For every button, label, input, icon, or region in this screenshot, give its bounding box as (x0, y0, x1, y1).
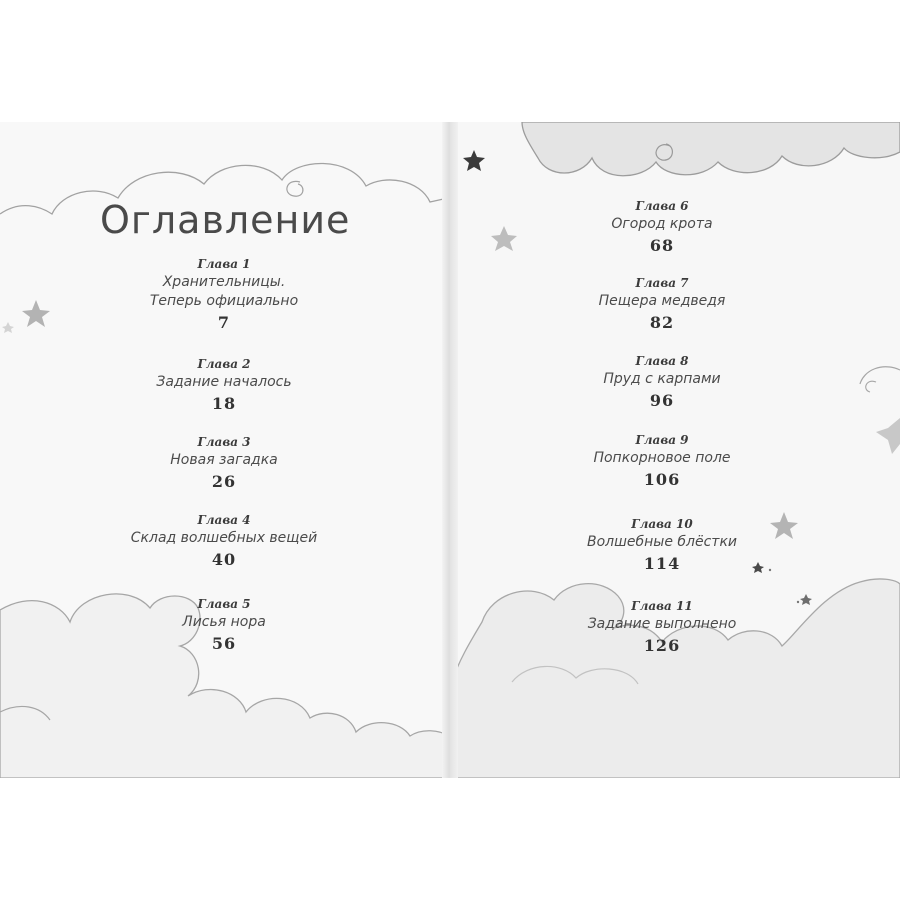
right-page (452, 122, 900, 778)
toc-entry-10 (512, 516, 812, 574)
star-icon (22, 300, 50, 327)
top-cloud-icon (522, 122, 900, 176)
chapter-label: Глава 1 (197, 257, 251, 271)
chapter-title: Лисья нора (182, 614, 266, 630)
toc-entry-7 (512, 275, 812, 333)
toc-entry-4 (74, 512, 374, 570)
chapter-page-number: 96 (649, 391, 675, 410)
chapter-page-number: 106 (643, 470, 681, 489)
chapter-label: Глава 10 (631, 517, 693, 531)
toc-entry-6 (512, 198, 812, 256)
star-icon (463, 150, 485, 171)
book-gutter (442, 122, 458, 778)
chapter-title: Огород крота (611, 216, 713, 232)
toc-entry-11 (512, 598, 812, 656)
chapter-page-number: 114 (643, 554, 681, 573)
chapter-title: Попкорновое поле (593, 450, 731, 466)
chapter-title: Хранительницы. Теперь официально (149, 274, 299, 309)
chapter-title: Новая загадка (170, 452, 278, 468)
chapter-label: Глава 3 (197, 435, 251, 449)
chapter-page-number: 126 (643, 636, 681, 655)
chapter-page-number: 68 (649, 236, 675, 255)
chapter-label: Глава 5 (197, 597, 251, 611)
chapter-page-number: 56 (211, 634, 237, 653)
chapter-page-number: 26 (211, 472, 237, 491)
toc-entry-2 (74, 356, 374, 414)
star-icon-large (876, 418, 900, 454)
chapter-label: Глава 7 (635, 276, 689, 290)
chapter-label: Глава 6 (635, 199, 689, 213)
chapter-title: Задание началось (156, 374, 292, 390)
toc-entry-8 (512, 353, 812, 411)
toc-entry-3 (74, 434, 374, 492)
chapter-title: Пруд с карпами (603, 371, 721, 387)
chapter-title: Склад волшебных вещей (130, 530, 318, 546)
chapter-label: Глава 4 (197, 513, 251, 527)
star-icon-small (2, 322, 14, 333)
chapter-page-number: 18 (211, 394, 237, 413)
chapter-page-number: 7 (217, 313, 231, 332)
left-page (0, 122, 448, 778)
chapter-title: Задание выполнено (587, 616, 737, 632)
chapter-label: Глава 11 (631, 599, 693, 613)
swirl-icon (287, 181, 303, 196)
chapter-label: Глава 8 (635, 354, 689, 368)
chapter-title: Волшебные блёстки (586, 534, 738, 550)
chapter-title: Пещера медведя (598, 293, 726, 309)
chapter-page-number: 40 (211, 550, 237, 569)
book-spread (0, 122, 900, 778)
chapter-page-number: 82 (649, 313, 675, 332)
toc-entry-9 (512, 432, 812, 490)
toc-entry-5 (74, 596, 374, 654)
chapter-label: Глава 9 (635, 433, 689, 447)
toc-entry-1 (74, 256, 374, 333)
chapter-label: Глава 2 (197, 357, 251, 371)
toc-title: Оглавление (100, 198, 351, 242)
